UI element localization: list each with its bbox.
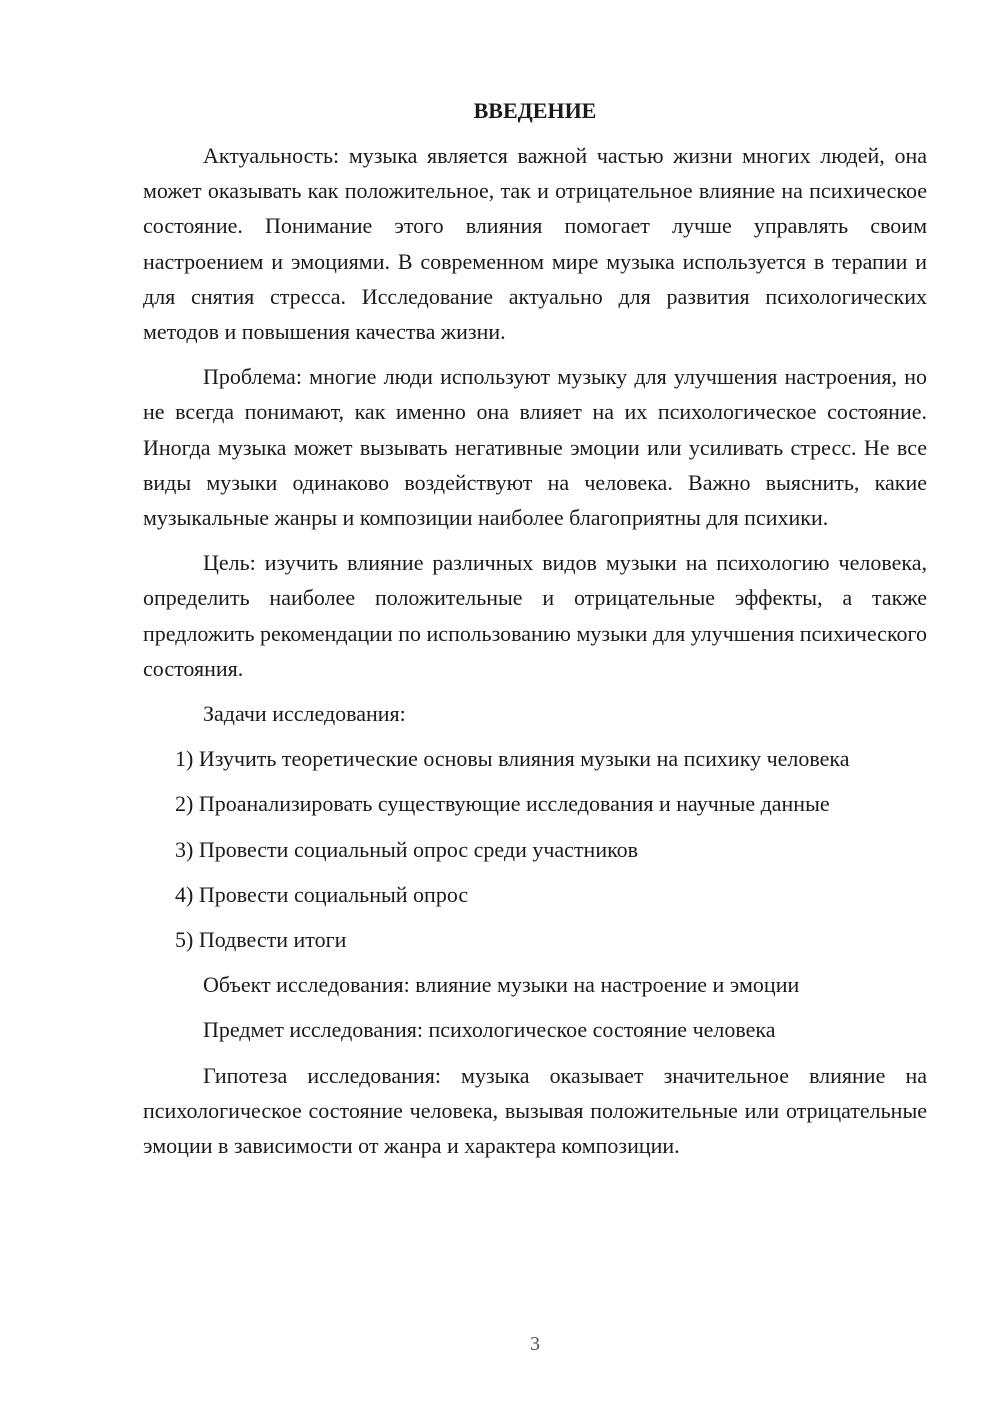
page-number: 3	[530, 1333, 540, 1355]
task-item: 3) Провести социальный опрос среди участников	[175, 836, 639, 862]
document-page	[143, 94, 927, 1173]
task-item: 5) Подвести итоги	[175, 927, 347, 953]
task-item: 2) Проанализировать существующие исследования и научные данные	[175, 791, 830, 817]
research-object: Объект исследования: влияние музыки на настроение и эмоции	[203, 972, 800, 998]
goal-paragraph: Цель: изучить влияние различных видов музыки на психологию человека, определить наиболее положительные и отрицательные эффекты, а также предложить рекомендации по использованию музыки для улучшения психического состояния.	[143, 550, 927, 681]
task-item: 1) Изучить теоретические основы влияния музыки на психику человека	[175, 746, 850, 772]
task-item: 4) Провести социальный опрос	[175, 881, 469, 907]
research-subject: Предмет исследования: психологическое состояние человека	[203, 1017, 776, 1043]
hypothesis-paragraph: Гипотеза исследования: музыка оказывает значительное влияние на психологическое состояние человека, вызывая положительные или отрицательные эмоции в зависимости от жанра и характера композиции.	[143, 1062, 927, 1159]
page-title: ВВЕДЕНИЕ	[473, 98, 597, 123]
problem-paragraph: Проблема: многие люди используют музыку для улучшения настроения, но не всегда понимают, как именно она влияет на их психологическое состояние. Иногда музыка может вызывать негативные эмоции или усиливать стресс. Не все виды музыки одинаково воздействуют на человека. Важно выяснить, какие музыкальные жанры и композиции наиболее благоприятны для психики.	[143, 364, 927, 531]
tasks-heading: Задачи исследования:	[203, 701, 406, 727]
relevance-paragraph: Актуальность: музыка является важной частью жизни многих людей, она может оказывать как положительное, так и отрицательное влияние на психическое состояние. Понимание этого влияния помогает лучше управлять своим настроением и эмоциями. В современном мире музыка используется в терапии и для снятия стресса. Исследование актуально для развития психологических методов и повышения качества жизни.	[143, 143, 927, 345]
